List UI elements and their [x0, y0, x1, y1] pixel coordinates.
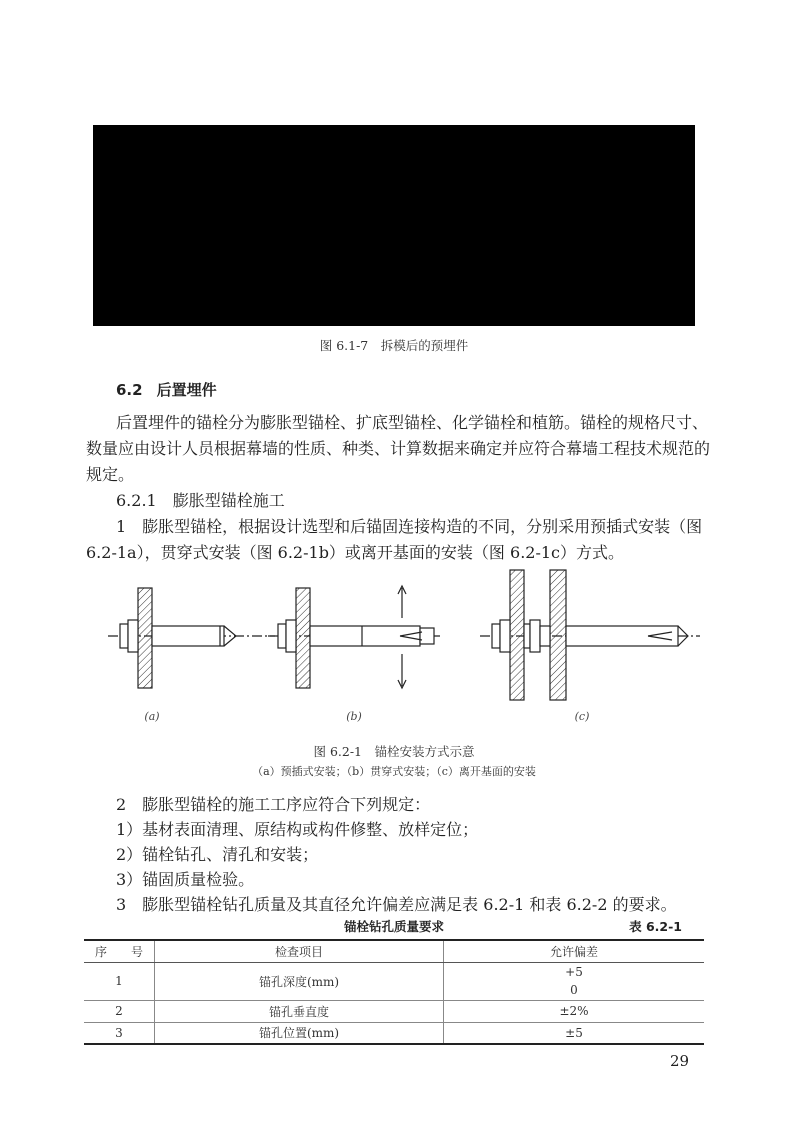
paragraph-line: 1 膨胀型锚栓，根据设计选型和后锚固连接构造的不同，分别采用预插式安装（图 — [116, 517, 703, 536]
col-header-tolerance: 允许偏差 — [444, 940, 705, 962]
diagram-c — [480, 570, 700, 700]
paragraph-line: 规定。 — [86, 465, 135, 484]
table-title: 锚栓钻孔质量要求 — [343, 919, 444, 934]
paragraph-line: 后置埋件的锚栓分为膨胀型锚栓、扩底型锚栓、化学锚栓和植筋。锚栓的规格尺寸、 — [116, 413, 709, 432]
cell-item: 锚孔深度(mm) — [155, 962, 444, 1000]
sublabel-c: (c) — [574, 710, 590, 723]
figure-note-6-2-1: （a）预插式安装；（b）贯穿式安装；（c）离开基面的安装 — [252, 765, 536, 778]
sublabel-b: (b) — [346, 710, 362, 723]
cell-no: 2 — [84, 1000, 155, 1022]
sublabel-a: (a) — [144, 710, 160, 723]
subsection-heading: 6.2.1 膨胀型锚栓施工 — [116, 491, 285, 510]
table-number: 表 6.2-1 — [629, 919, 682, 934]
cell-no: 3 — [84, 1022, 155, 1044]
col-header-no: 序 号 — [84, 940, 155, 962]
anchor-installation-diagram — [100, 568, 710, 728]
page-number: 29 — [670, 1052, 690, 1070]
list-item: 2）锚栓钻孔、清孔和安装； — [116, 845, 319, 864]
section-heading — [116, 379, 217, 400]
cell-tolerance: ±2% — [444, 1000, 705, 1022]
paragraph-line: 6.2-1a），贯穿式安装（图 6.2-1b）或离开基面的安装（图 6.2-1c）方式。 — [86, 543, 625, 562]
tolerance-upper: +5 — [565, 965, 583, 979]
figure-caption-6-2-1: 图 6.2-1 锚栓安装方式示意 — [313, 744, 475, 759]
list-item: 2 膨胀型锚栓的施工工序应符合下列规定： — [116, 795, 431, 814]
cell-item: 锚孔垂直度 — [155, 1000, 444, 1022]
section-number: 6.2 — [116, 381, 143, 399]
section-title: 后置埋件 — [156, 381, 217, 399]
table-row — [84, 1000, 704, 1022]
list-item: 3）锚固质量检验。 — [116, 870, 255, 889]
photo-redacted — [93, 125, 695, 326]
table-row — [84, 1022, 704, 1044]
list-item: 1）基材表面清理、原结构或构件修整、放样定位； — [116, 820, 479, 839]
cell-tolerance — [444, 962, 705, 1000]
table-header — [84, 917, 704, 935]
table-row — [84, 962, 704, 1000]
list-item: 3 膨胀型锚栓钻孔质量及其直径允许偏差应满足表 6.2-1 和表 6.2-2 的要求。 — [116, 895, 677, 914]
anchor-drilling-quality-table — [84, 939, 704, 1045]
figure-caption-6-1-7: 图 6.1-7 拆模后的预埋件 — [319, 338, 469, 353]
diagram-b — [268, 586, 440, 688]
cell-no: 1 — [84, 962, 155, 1000]
tolerance-lower: 0 — [570, 983, 578, 997]
paragraph-line: 数量应由设计人员根据幕墙的性质、种类、计算数据来确定并应符合幕墙工程技术规范的 — [86, 439, 711, 458]
col-header-item: 检查项目 — [155, 940, 444, 962]
cell-tolerance: ±5 — [444, 1022, 705, 1044]
cell-item: 锚孔位置(mm) — [155, 1022, 444, 1044]
diagram-a — [108, 588, 275, 688]
